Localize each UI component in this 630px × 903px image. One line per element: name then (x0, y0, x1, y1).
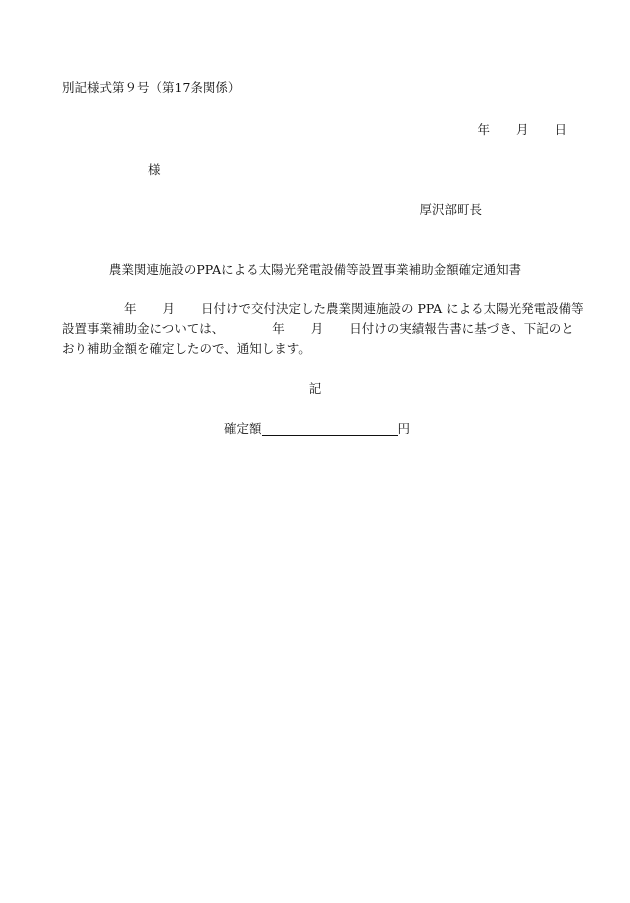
body-month-2: 月 (310, 321, 324, 336)
body-text-2a: 設置事業補助金については、 (62, 321, 225, 336)
sender-name: 厚沢部町長 (419, 202, 482, 217)
body-year-1: 年 (124, 301, 137, 316)
date-year: 年 (477, 122, 490, 137)
date-day: 日 (554, 122, 567, 137)
ki-heading: 記 (308, 381, 322, 396)
form-label: 別記様式第９号（第17条関係） (62, 80, 241, 95)
amount-unit: 円 (397, 421, 411, 436)
body-text-2b: 日付けの実績報告書に基づき、下記のと (349, 321, 574, 336)
document-title: 農業関連施設のPPAによる太陽光発電設備等設置事業補助金額確定通知書 (108, 262, 522, 277)
amount-blank-field[interactable] (262, 421, 398, 436)
body-month-1: 月 (162, 301, 176, 316)
body-line-1 (62, 301, 584, 317)
confirmed-amount-line (224, 421, 410, 437)
amount-label: 確定額 (224, 421, 262, 436)
date-line (477, 122, 567, 138)
body-text-1: 日付けで交付決定した農業関連施設の PPA による太陽光発電設備等 (201, 301, 584, 316)
body-line-2 (62, 321, 574, 337)
body-line-3: おり補助金額を確定したので、通知します。 (62, 341, 311, 356)
recipient-suffix: 様 (148, 162, 161, 177)
date-month: 月 (515, 122, 529, 137)
body-year-2: 年 (272, 321, 285, 336)
